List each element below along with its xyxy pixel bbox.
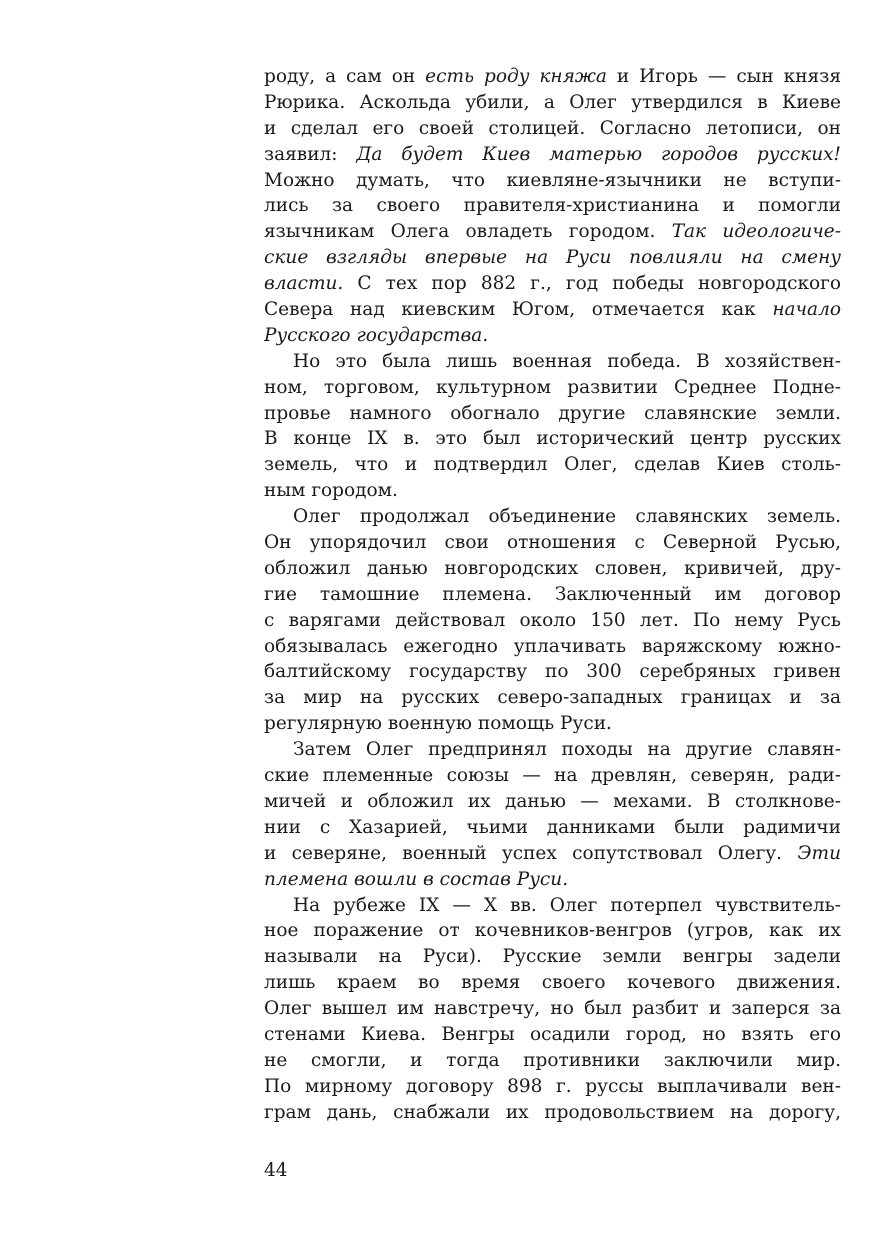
text-line (264, 323, 841, 349)
text-run: По мирному договору 898 г. руссы выплачивали вен- (264, 1075, 841, 1097)
text-line (264, 737, 841, 763)
text-line (264, 659, 841, 685)
text-run: не смогли, и тогда противники заключили мир. (264, 1049, 841, 1071)
text-line (264, 1100, 841, 1126)
text-line (264, 970, 841, 996)
text-run: заявил: (264, 143, 357, 165)
italic-text: начало (772, 299, 841, 321)
italic-text: Русского государства. (264, 324, 489, 346)
text-line (264, 530, 841, 556)
italic-text: ские взгляды впервые на Руси повлияли на смену (264, 247, 841, 269)
text-line (264, 375, 841, 401)
text-run: Но это была лишь военная победа. В хозяйствен- (293, 350, 841, 372)
text-line (264, 867, 841, 893)
text-run: Затем Олег предпринял походы на другие славян- (293, 739, 841, 761)
italic-text: племена вошли в состав Руси. (264, 868, 569, 890)
italic-text: Так идеологиче- (671, 221, 841, 243)
text-run: гие тамошние племена. Заключенный им договор (264, 583, 841, 605)
text-run: Можно думать, что киевляне-язычники не вступи- (264, 169, 841, 191)
text-line (264, 1048, 841, 1074)
text-line (264, 168, 841, 194)
text-run: обязывалась ежегодно уплачивать варяжскому южно- (264, 635, 841, 657)
text-line (264, 556, 841, 582)
text-run: за мир на русских северо-западных границах и за (264, 687, 841, 709)
text-run: мичей и обложил их данью — мехами. В столкнове- (264, 790, 841, 812)
text-run: с варягами действовал около 150 лет. По нему Русь (264, 609, 841, 631)
text-line (264, 349, 841, 375)
italic-text: власти. (264, 273, 344, 295)
text-run: Он упорядочил свои отношения с Северной Русью, (264, 532, 841, 554)
text-line (264, 763, 841, 789)
text-line (264, 815, 841, 841)
text-line (264, 219, 841, 245)
text-run: роду, а сам он (264, 66, 426, 87)
italic-text: Да будет Киев матерью городов русских! (356, 143, 841, 165)
text-run: лишь краем во время своего кочевого движения. (264, 972, 841, 994)
text-run: С тех пор 882 г., год победы новгородского (343, 273, 841, 295)
text-run: стенами Киева. Венгры осадили город, но взять его (264, 1023, 841, 1045)
text-run: провье намного обогнало другие славянские земли. (264, 402, 841, 424)
text-run: ным городом. (264, 480, 398, 502)
text-line (264, 142, 841, 168)
text-line (264, 1022, 841, 1048)
text-run: язычникам Олега овладеть городом. (264, 221, 672, 243)
text-line (264, 297, 841, 323)
text-run: На рубеже IX — X вв. Олег потерпел чувствитель- (293, 894, 841, 916)
text-line (264, 711, 841, 737)
text-line (264, 452, 841, 478)
text-line (264, 944, 841, 970)
text-run: Олег вышел им навстречу, но был разбит и заперся за (264, 998, 841, 1020)
text-line (264, 504, 841, 530)
text-line (264, 193, 841, 219)
text-line (264, 634, 841, 660)
italic-text: есть роду княжа (425, 66, 607, 87)
text-line (264, 608, 841, 634)
text-line (264, 426, 841, 452)
text-run: Севера над киевским Югом, отмечается как (264, 299, 773, 321)
text-line (264, 789, 841, 815)
text-run: ное поражение от кочевников-венгров (угров, как их (264, 920, 841, 942)
text-run: регулярную военную помощь Руси. (264, 713, 612, 735)
text-line (264, 401, 841, 427)
text-run: нии с Хазарией, чьими данниками были радимичи (264, 816, 841, 838)
text-run: Олег продолжал объединение славянских земель. (293, 506, 841, 528)
text-line (264, 245, 841, 271)
text-run: грам дань, снабжали их продовольствием на дорогу, (264, 1101, 841, 1123)
text-run: лись за своего правителя-христианина и помогли (264, 195, 841, 217)
text-line (264, 893, 841, 919)
text-line (264, 90, 841, 116)
text-line (264, 1074, 841, 1100)
text-run: обложил данью новгородских словен, кривичей, дру- (264, 557, 841, 579)
text-line (264, 918, 841, 944)
text-line (264, 996, 841, 1022)
page-number: 44 (264, 1160, 288, 1181)
text-run: и северяне, военный успех сопутствовал Олегу. (264, 842, 798, 864)
text-line (264, 271, 841, 297)
text-run: и Игорь — сын князя (606, 66, 841, 87)
text-run: и сделал его своей столицей. Согласно летописи, он (264, 117, 841, 139)
text-run: земель, что и подтвердил Олег, сделав Киев столь- (264, 454, 841, 476)
text-run: ские племенные союзы — на древлян, северян, ради- (264, 765, 841, 787)
text-run: ном, торговом, культурном развитии Среднее Подне- (264, 376, 841, 398)
text-line (264, 582, 841, 608)
body-text (264, 64, 841, 1126)
text-line (264, 841, 841, 867)
text-run: балтийскому государству по 300 серебряных гривен (264, 661, 841, 683)
text-line (264, 116, 841, 142)
text-run: Рюрика. Аскольда убили, а Олег утвердился в Киеве (264, 91, 841, 113)
text-run: В конце IX в. это был исторический центр русских (264, 428, 841, 450)
text-line (264, 478, 841, 504)
text-run: называли на Руси). Русские земли венгры задели (264, 946, 841, 968)
text-line (264, 685, 841, 711)
text-line (264, 64, 841, 90)
italic-text: Эти (797, 842, 841, 864)
